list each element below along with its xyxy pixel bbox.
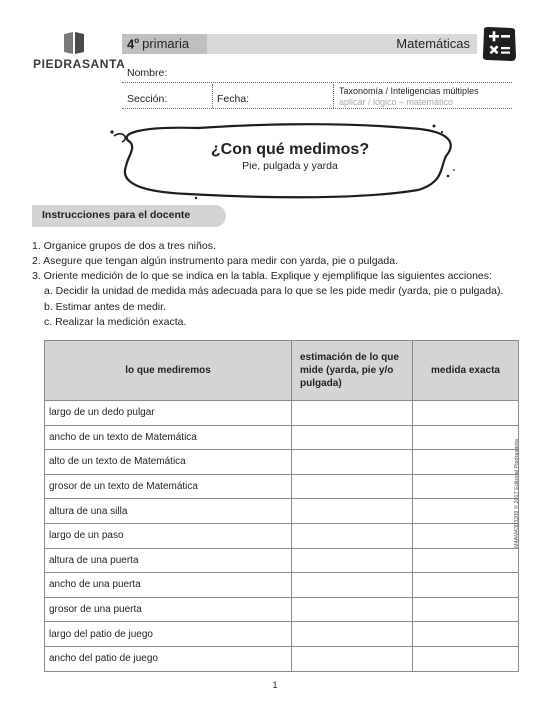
exact-measure-cell[interactable]	[413, 425, 519, 450]
grade-number: 4	[127, 36, 135, 52]
object-cell: altura de una silla	[45, 499, 292, 524]
estimate-cell[interactable]	[292, 523, 413, 548]
object-cell: grosor de un texto de Matemática	[45, 474, 292, 499]
object-cell: largo de un dedo pulgar	[45, 401, 292, 426]
object-cell: grosor de una puerta	[45, 597, 292, 622]
measurement-table	[44, 340, 519, 672]
table-row	[45, 401, 519, 426]
estimate-cell[interactable]	[292, 597, 413, 622]
name-label: Nombre:	[127, 67, 168, 79]
table-row	[45, 523, 519, 548]
book-logo-icon	[64, 32, 84, 54]
instruction-subitem: c. Realizar la medición exacta.	[44, 316, 187, 328]
grade-label	[127, 36, 189, 51]
object-cell: altura de una puerta	[45, 548, 292, 573]
name-line	[122, 62, 512, 83]
exact-measure-cell[interactable]	[413, 474, 519, 499]
instruction-item: 3. Oriente medición de lo que se indica en la tabla. Explique y ejemplifique las siguientes acciones:	[32, 270, 492, 282]
subject-title: Matemáticas	[396, 36, 470, 51]
instruction-subitem: b. Estimar antes de medir.	[44, 301, 166, 313]
table-row	[45, 474, 519, 499]
table-row	[45, 646, 519, 671]
section-divider	[212, 84, 214, 108]
page-number: 1	[272, 680, 278, 690]
table-row	[45, 425, 519, 450]
date-label: Fecha:	[217, 93, 250, 105]
exact-measure-cell[interactable]	[413, 499, 519, 524]
page-title: ¿Con qué medimos?	[210, 141, 370, 158]
taxonomy-title: Taxonomía / Inteligencias múltiples	[339, 86, 479, 96]
exact-measure-cell[interactable]	[413, 523, 519, 548]
estimate-cell[interactable]	[292, 474, 413, 499]
column-header-exact: medida exacta	[413, 341, 519, 401]
estimate-cell[interactable]	[292, 450, 413, 475]
estimate-cell[interactable]	[292, 622, 413, 647]
instruction-item: 1. Organice grupos de dos a tres niños.	[32, 240, 216, 252]
instruction-item: 2. Asegure que tengan algún instrumento para medir con yarda, pie o pulgada.	[32, 255, 398, 267]
math-operations-icon	[480, 25, 518, 63]
estimate-cell[interactable]	[292, 548, 413, 573]
instruction-subitem: a. Decidir la unidad de medida más adecuada para lo que se les pide medir (yarda, pie o pulgada).	[44, 285, 504, 297]
estimate-cell[interactable]	[292, 401, 413, 426]
table-row	[45, 548, 519, 573]
exact-measure-cell[interactable]	[413, 573, 519, 598]
page-subtitle: Pie, pulgada y yarda	[242, 160, 338, 172]
object-cell: largo de un paso	[45, 523, 292, 548]
section-label: Sección:	[127, 93, 168, 105]
taxonomy-detail: aplicar / lógico – matemático	[339, 97, 454, 107]
grade-ordinal: o	[134, 36, 140, 45]
object-cell: alto de un texto de Matemática	[45, 450, 292, 475]
table-row	[45, 622, 519, 647]
estimate-cell[interactable]	[292, 499, 413, 524]
grade-word: primaria	[142, 36, 190, 52]
estimate-cell[interactable]	[292, 573, 413, 598]
object-cell: largo del patio de juego	[45, 622, 292, 647]
instructions-heading: Instrucciones para el docente	[42, 209, 191, 221]
table-row	[45, 499, 519, 524]
object-cell: ancho del patio de juego	[45, 646, 292, 671]
exact-measure-cell[interactable]	[413, 622, 519, 647]
table-row	[45, 573, 519, 598]
table-header-row	[45, 341, 519, 401]
exact-measure-cell[interactable]	[413, 401, 519, 426]
table-row	[45, 450, 519, 475]
object-cell: ancho de un texto de Matemática	[45, 425, 292, 450]
exact-measure-cell[interactable]	[413, 450, 519, 475]
object-cell: ancho de una puerta	[45, 573, 292, 598]
brand-logo-text: PIEDRASANTA	[33, 57, 126, 71]
estimate-cell[interactable]	[292, 646, 413, 671]
column-header-estimate: estimación de lo que mide (yarda, pie y/o pulgada)	[292, 341, 413, 401]
column-header-object: lo que mediremos	[45, 341, 292, 401]
estimate-cell[interactable]	[292, 425, 413, 450]
date-divider	[333, 84, 335, 108]
exact-measure-cell[interactable]	[413, 548, 519, 573]
table-row	[45, 597, 519, 622]
exact-measure-cell[interactable]	[413, 646, 519, 671]
copyright-side-note: M4AM4303209 © 2017 Editorial Piedrasanta	[514, 439, 520, 548]
exact-measure-cell[interactable]	[413, 597, 519, 622]
